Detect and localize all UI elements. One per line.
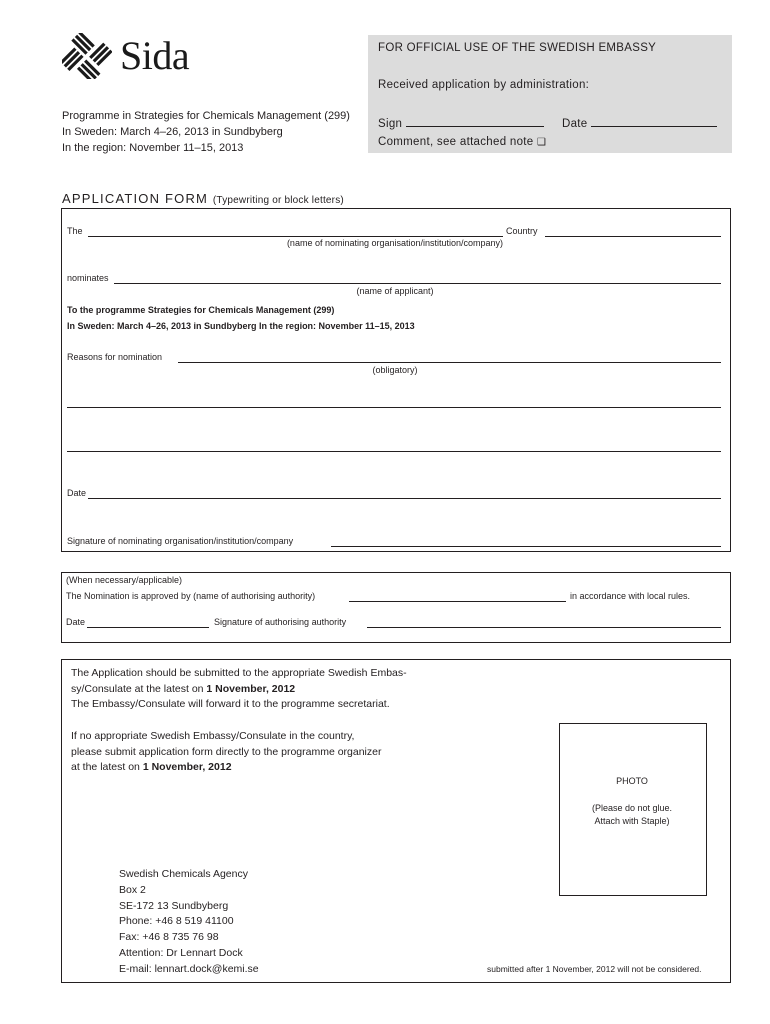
programme-line-1: To the programme Strategies for Chemicals Management (299): [67, 305, 335, 315]
submission-line-2: [71, 682, 407, 698]
sida-logo: [62, 33, 212, 79]
form-subtitle: (Typewriting or block letters): [212, 195, 344, 206]
fax-line: Fax: +46 8 735 76 98: [119, 931, 219, 944]
address-line: SE-172 13 Sundbyberg: [119, 899, 229, 912]
official-date-label: Date: [562, 118, 588, 130]
nominates-label: nominates: [67, 273, 109, 283]
alt-submission-line-3: [71, 760, 381, 776]
photo-note-1: (Please do not glue.: [591, 803, 673, 813]
official-comment-row: [378, 136, 546, 148]
alt-deadline-date: 1 November, 2012: [142, 761, 232, 773]
the-label: The: [67, 226, 83, 236]
official-date-field[interactable]: [591, 115, 717, 127]
attention-line: Attention: Dr Lennart Dock: [119, 946, 243, 959]
organizer-address: [119, 867, 259, 978]
alt-submission-line-1: If no appropriate Swedish Embassy/Consulate in the country,: [71, 730, 355, 742]
photo-note-2: Attach with Staple): [594, 816, 670, 826]
submission-paragraph-1: [71, 666, 407, 713]
alt-submission-line-3-text: at the latest on: [71, 761, 143, 773]
country-field[interactable]: [545, 236, 721, 237]
programme-sweden-dates: In Sweden: March 4–26, 2013 in Sundbyberg: [62, 126, 283, 138]
nomination-signature-label: Signature of nominating organisation/institution/company: [67, 536, 294, 546]
deadline-date: 1 November, 2012: [206, 682, 296, 695]
reasons-field-line-3[interactable]: [67, 451, 721, 452]
email-line: E-mail: lennart.dock@kemi.se: [119, 962, 259, 975]
when-applicable-label: (When necessary/applicable): [66, 575, 183, 585]
sida-logo-mark-icon: [62, 33, 112, 79]
alt-submission-line-2: please submit application form directly to the programme organizer: [71, 745, 382, 758]
applicant-name-field[interactable]: [114, 283, 721, 284]
address-line: Swedish Chemicals Agency: [119, 868, 248, 880]
programme-info: [62, 108, 350, 156]
application-form-title: [62, 191, 344, 206]
programme-title: Programme in Strategies for Chemicals Management (299): [62, 110, 350, 122]
logo-wordmark: Sida: [120, 33, 190, 78]
nomination-section: [61, 208, 731, 552]
programme-line-2: In Sweden: March 4–26, 2013 in Sundbyberg In the region: November 11–15, 2013: [67, 321, 415, 331]
applicant-caption: (name of applicant): [356, 286, 434, 296]
country-label: Country: [506, 226, 538, 236]
official-use-box: [368, 35, 732, 153]
official-sign-row: [378, 115, 544, 130]
official-sign-field[interactable]: [406, 115, 544, 127]
programme-region-dates: In the region: November 11–15, 2013: [62, 142, 244, 154]
authority-signature-field[interactable]: [367, 627, 721, 628]
reasons-label: Reasons for nomination: [67, 352, 163, 362]
late-submission-note: submitted after 1 November, 2012 will not be considered.: [487, 964, 702, 974]
nominating-org-field[interactable]: [88, 236, 503, 237]
comment-checkbox[interactable]: ❑: [536, 137, 547, 148]
official-date-row: [562, 115, 717, 130]
approval-date-field[interactable]: [87, 627, 209, 628]
authority-signature-label: Signature of authorising authority: [214, 617, 347, 627]
submission-line-2-text: sy/Consulate at the latest on: [71, 682, 207, 695]
received-application-label: Received application by administration:: [378, 79, 590, 91]
approved-by-label: The Nomination is approved by (name of authorising authority): [66, 591, 316, 601]
submission-paragraph-2: [71, 729, 381, 776]
official-comment-label: Comment, see attached note: [378, 136, 534, 148]
official-sign-label: Sign: [378, 118, 403, 130]
authorising-authority-field[interactable]: [349, 601, 566, 602]
form-title: APPLICATION FORM: [62, 191, 209, 206]
approval-date-label: Date: [66, 617, 86, 627]
address-line: Box 2: [119, 883, 146, 896]
obligatory-caption: (obligatory): [372, 365, 418, 375]
nomination-signature-field[interactable]: [331, 546, 721, 547]
submission-line-3: The Embassy/Consulate will forward it to the programme secretariat.: [71, 698, 390, 710]
reasons-field-line-2[interactable]: [67, 407, 721, 408]
org-caption: (name of nominating organisation/institution/company): [286, 238, 504, 248]
official-use-title: FOR OFFICIAL USE OF THE SWEDISH EMBASSY: [378, 42, 657, 54]
local-rules-label: in accordance with local rules.: [570, 591, 691, 601]
submission-line-1: The Application should be submitted to the appropriate Swedish Embas-: [71, 667, 407, 679]
phone-line: Phone: +46 8 519 41100: [119, 915, 234, 928]
nomination-date-field[interactable]: [88, 498, 721, 499]
reasons-field-line-1[interactable]: [178, 362, 721, 363]
nomination-date-label: Date: [67, 488, 87, 498]
photo-label: PHOTO: [616, 776, 648, 786]
